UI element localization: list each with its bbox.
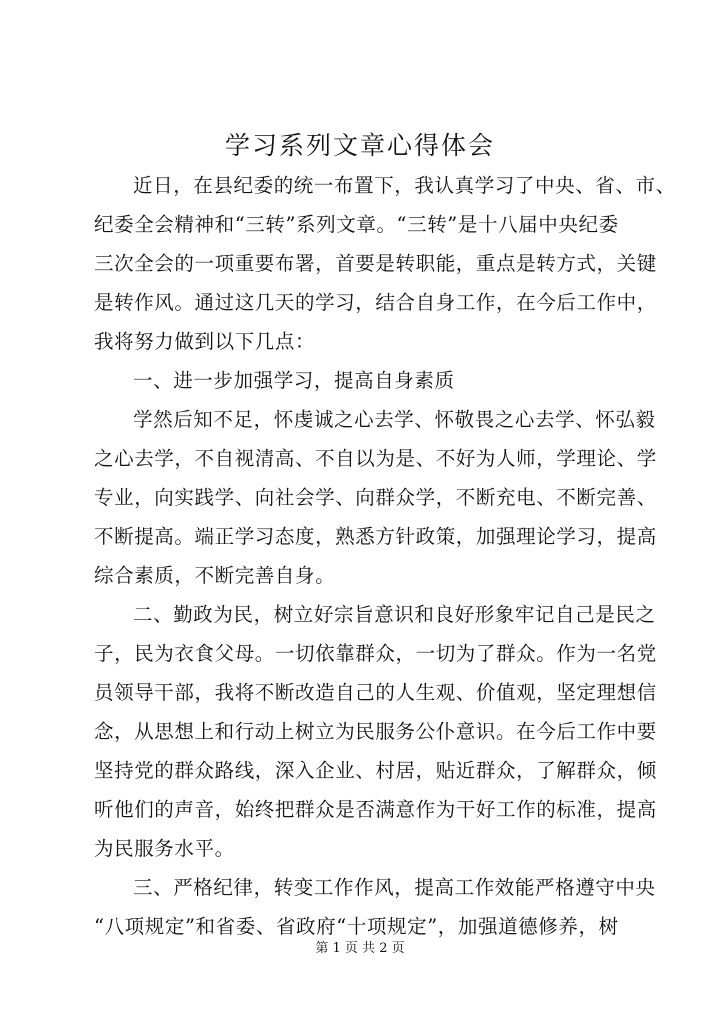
body-line: 是转作风。通过这几天的学习，结合自身工作，在今后工作中，	[94, 291, 657, 314]
body-line: 学然后知不足，怀虔诚之心去学、怀敬畏之心去学、怀弘毅	[133, 408, 656, 431]
body-line: 为民服务水平。	[94, 837, 235, 860]
body-line: 综合素质，不断完善自身。	[94, 564, 336, 587]
document-title: 学习系列文章心得体会	[224, 131, 495, 160]
page-footer: 第 1 页 共 2 页	[315, 941, 405, 956]
body-line: 专业，向实践学、向社会学、向群众学，不断充电、不断完善、	[94, 486, 657, 509]
body-line: 听他们的声音，始终把群众是否满意作为干好工作的标准，提高	[94, 798, 657, 821]
body-line: 不断提高。端正学习态度，熟悉方针政策，加强理论学习，提高	[94, 525, 657, 548]
section-heading-2: 二、勤政为民，树立好宗旨意识和良好形象牢记自己是民之	[133, 603, 656, 626]
body-line: 纪委全会精神和“三转”系列文章。“三转”是十八届中央纪委	[94, 213, 619, 236]
body-line: 念，从思想上和行动上树立为民服务公仆意识。在今后工作中要	[94, 720, 657, 743]
body-line: 子，民为衣食父母。一切依靠群众，一切为了群众。作为一名党	[94, 642, 657, 665]
body-line: 之心去学，不自视清高、不自以为是、不好为人师，学理论、学	[94, 447, 657, 470]
body-line: 三次全会的一项重要布署，首要是转职能，重点是转方式，关键	[94, 252, 657, 275]
body-line: “八项规定”和省委、省政府“十项规定”，加强道德修养，树	[94, 915, 619, 938]
section-heading-1: 一、进一步加强学习，提高自身素质	[133, 369, 455, 392]
section-heading-3: 三、严格纪律，转变工作作风，提高工作效能严格遵守中央	[133, 876, 656, 899]
body-line: 近日，在县纪委的统一布置下，我认真学习了中央、省、市、	[133, 174, 676, 197]
body-line: 员领导干部，我将不断改造自己的人生观、价值观，坚定理想信	[94, 681, 657, 704]
body-line: 我将努力做到以下几点：	[94, 330, 316, 353]
body-line: 坚持党的群众路线，深入企业、村居，贴近群众，了解群众，倾	[94, 759, 657, 782]
